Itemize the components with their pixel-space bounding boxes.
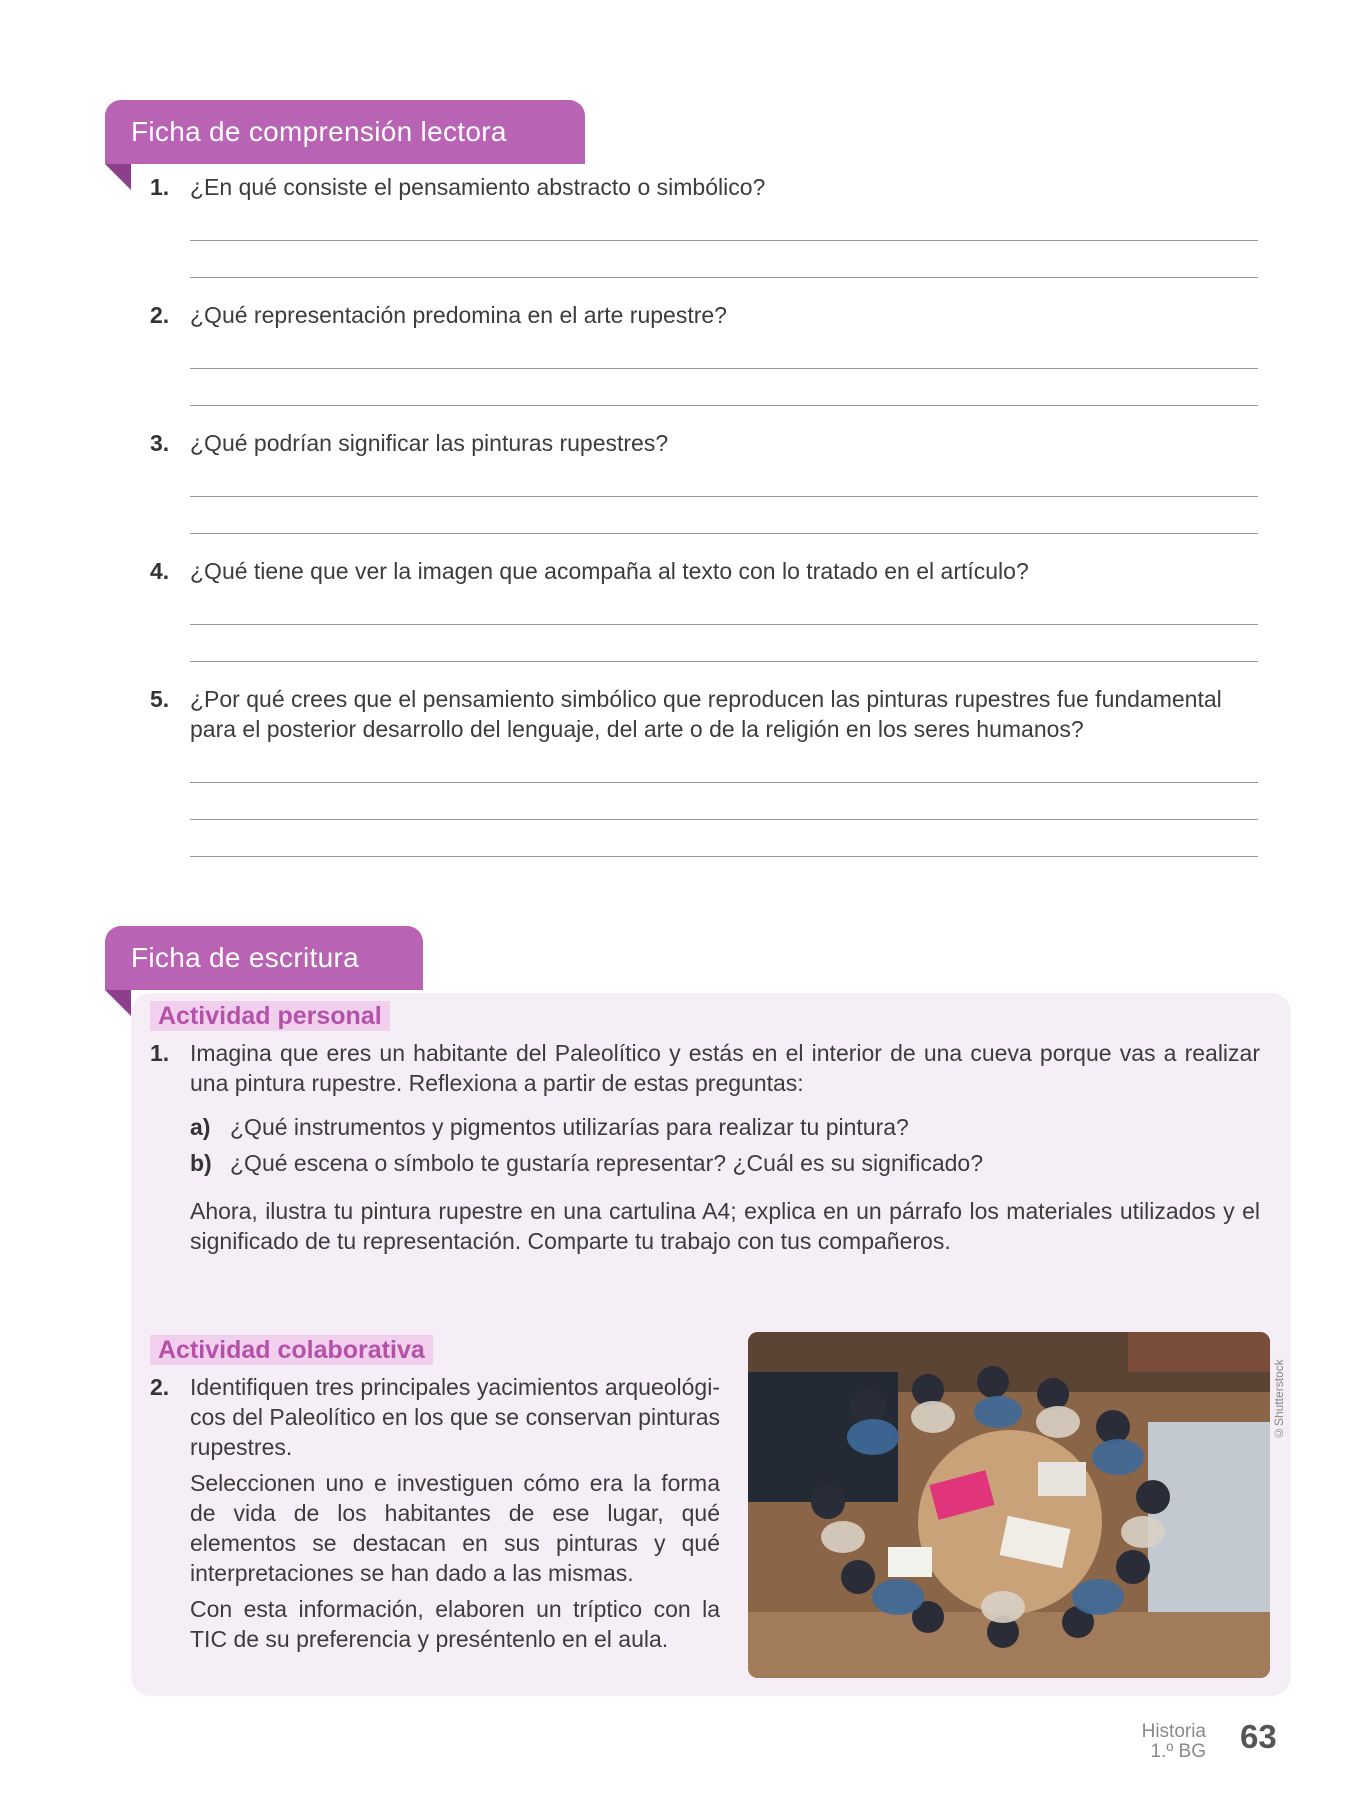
question-text: ¿Qué tiene que ver la imagen que acompaña al texto con lo tratado en el artículo? <box>190 558 1029 584</box>
item-text: ¿Qué instrumentos y pigmentos utilizarías para realizar tu pintura? <box>230 1114 909 1140</box>
subject-name: Historia <box>1141 1721 1206 1742</box>
writing-card-title <box>105 926 423 990</box>
item-letter: b) <box>190 1150 212 1176</box>
answer-line[interactable] <box>190 819 1258 820</box>
answer-line[interactable] <box>190 496 1258 497</box>
question-number: 1. <box>150 1040 170 1066</box>
item-text: ¿Qué escena o símbolo te gustaría representar? ¿Cuál es su significado? <box>230 1150 984 1176</box>
collaborative-activity <box>150 1372 720 1654</box>
personal-activity-label: Actividad personal <box>150 1001 390 1031</box>
students-photo <box>748 1332 1270 1678</box>
writing-card-title-text: Ficha de escritura <box>131 942 359 973</box>
question-number: 2. <box>150 1374 170 1400</box>
personal-item-b <box>190 1148 983 1178</box>
reading-card-title <box>105 100 585 164</box>
question-number: 4. <box>150 558 170 584</box>
closing-text: Ahora, ilustra tu pintura rupestre en una cartulina A4; explica en un párrafo los materiales utilizados y el significado de tu representación. Comparte tu trabajo con tus compañeros. <box>190 1198 1260 1254</box>
answer-line[interactable] <box>190 405 1258 406</box>
collab-paragraph-1: Identifiquen tres principales yacimientos arqueológi-cos del Paleolítico en los que se conservan pinturas rupestres. <box>190 1374 720 1460</box>
answer-line[interactable] <box>190 277 1258 278</box>
question-number: 1. <box>150 174 170 200</box>
item-letter: a) <box>190 1114 211 1140</box>
answer-line[interactable] <box>190 856 1258 857</box>
answer-line[interactable] <box>190 624 1258 625</box>
answer-line[interactable] <box>190 661 1258 662</box>
photo-credit: ©Shutterstock <box>1272 1359 1286 1440</box>
writing-card-fold <box>105 990 131 1016</box>
page-number: 63 <box>1240 1718 1277 1755</box>
question-text: ¿En qué consiste el pensamiento abstracto o simbólico? <box>190 174 766 200</box>
answer-line[interactable] <box>190 533 1258 534</box>
question-number: 3. <box>150 430 170 456</box>
question-text: ¿Qué podrían significar las pinturas rupestres? <box>190 430 669 456</box>
collaborative-activity-label: Actividad colaborativa <box>150 1335 433 1365</box>
question-text: ¿Por qué crees que el pensamiento simbólico que reproducen las pinturas rupestres fue fundamental para el posterior desarrollo del lenguaje, del arte o de la religión en los seres humanos? <box>190 686 1222 742</box>
personal-closing <box>150 1196 1260 1260</box>
question-text: Imagina que eres un habitante del Paleolítico y estás en el interior de una cueva porque vas a realizar una pintura rupestre. Reflexiona a partir de estas preguntas: <box>190 1040 1260 1096</box>
personal-activity-question <box>150 1038 1260 1108</box>
reading-card-fold <box>105 164 131 190</box>
question-number: 2. <box>150 302 170 328</box>
answer-line[interactable] <box>190 240 1258 241</box>
footer-subject <box>1142 1722 1206 1762</box>
collab-paragraph-3: Con esta información, elaboren un tríptico con la TIC de su preferencia y preséntenlo en el aula. <box>190 1596 720 1652</box>
reading-card-title-text: Ficha de comprensión lectora <box>131 116 507 147</box>
answer-line[interactable] <box>190 782 1258 783</box>
question-text: ¿Qué representación predomina en el arte rupestre? <box>190 302 727 328</box>
question-number: 5. <box>150 686 170 712</box>
grade-label: 1.º BG <box>1150 1741 1206 1762</box>
personal-item-a <box>190 1112 909 1142</box>
collab-paragraph-2: Seleccionen uno e investiguen cómo era la forma de vida de los habitantes de ese lugar, qué elementos se destacan en sus pinturas y qué interpretaciones se han dado a las mismas. <box>190 1470 720 1586</box>
answer-line[interactable] <box>190 368 1258 369</box>
